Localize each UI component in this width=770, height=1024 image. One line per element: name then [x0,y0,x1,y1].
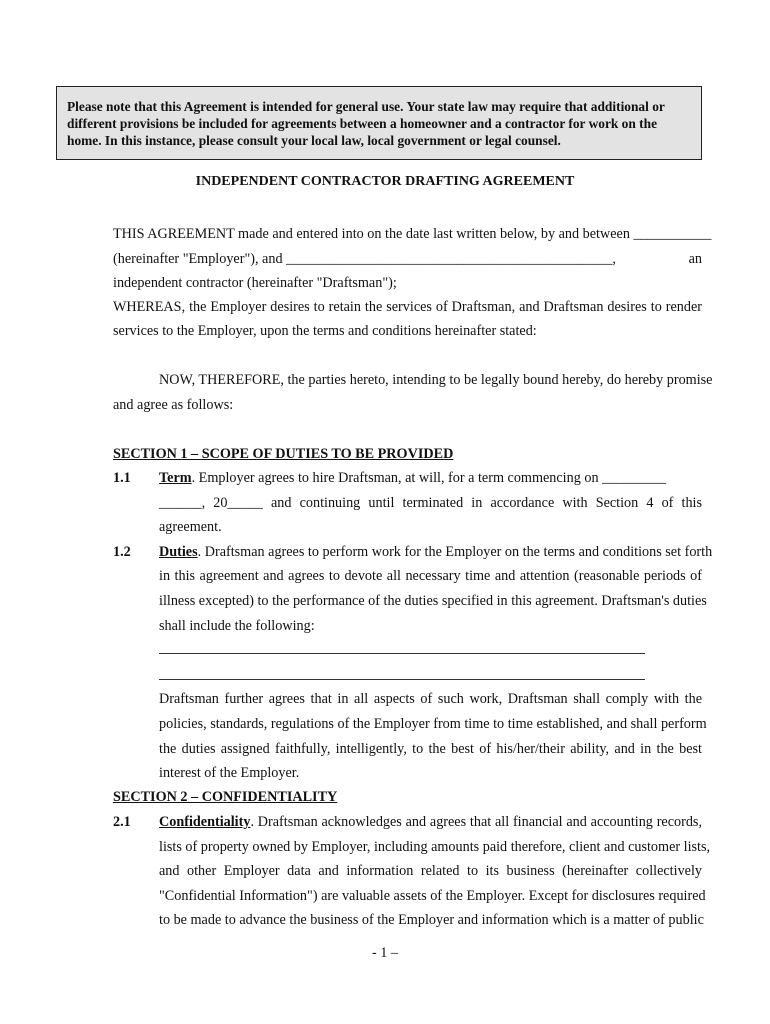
clause-text: . Draftsman agrees to perform work for the Employer on the terms and conditions set forth [197,544,713,560]
clause-text: . Draftsman acknowledges and agrees that all financial and accounting records, [250,814,702,830]
clause-2-1-line: and other Employer data and information related to its business (hereinafter collectively [159,863,702,879]
intro-line [113,250,702,268]
clause-1-2-line [159,543,713,561]
now-therefore-line: and agree as follows: [113,397,234,413]
whereas-line: WHEREAS, the Employer desires to retain the services of Draftsman, and Draftsman desires to render [113,299,702,315]
clause-2-1-line: lists of property owned by Employer, including amounts paid therefore, client and customer lists, [159,839,711,855]
clause-number: 1.1 [113,470,131,486]
page-number: - 1 – [371,945,398,961]
clause-2-1-line: "Confidential Information") are valuable assets of the Employer. Except for disclosures required [159,888,706,904]
clause-1-2-line: in this agreement and agrees to devote all necessary time and attention (reasonable periods of [159,568,702,584]
now-therefore-line: NOW, THEREFORE, the parties hereto, intending to be legally bound hereby, do hereby promise [159,372,713,388]
clause-1-2-line: interest of the Employer. [159,765,300,781]
notice-line: Please note that this Agreement is intended for general use. Your state law may require that additional or [67,99,665,114]
intro-line: independent contractor (hereinafter "Draftsman"); [113,275,397,291]
notice-line: different provisions be included for agreements between a homeowner and a contractor for work on the [67,116,658,131]
section-2-heading: SECTION 2 – CONFIDENTIALITY [113,789,338,805]
clause-1-2-line: Draftsman further agrees that in all aspects of such work, Draftsman shall comply with the [159,691,702,707]
clause-term: Term [159,470,192,486]
intro-line-text: (hereinafter "Employer"), and ______________________________________________, [113,251,616,267]
clause-1-1-line: ______, 20_____ and continuing until terminated in accordance with Section 4 of this [159,495,702,511]
clause-1-2-line: policies, standards, regulations of the Employer from time to time established, and shall perform [159,716,707,732]
general-use-notice-box [56,86,702,160]
clause-text: . Employer agrees to hire Draftsman, at will, for a term commencing on _________ [191,470,666,486]
clause-1-2-line: the duties assigned faithfully, intelligently, to the best of his/her/their ability, and in the best [159,741,702,757]
clause-1-2-line: shall include the following: [159,618,315,634]
notice-line: home. In this instance, please consult your local law, local government or legal counsel. [67,133,561,148]
clause-1-2-line: illness excepted) to the performance of the duties specified in this agreement. Draftsman's duties [159,593,707,609]
clause-number: 1.2 [113,544,131,560]
clause-number: 2.1 [113,814,131,830]
section-1-heading: SECTION 1 – SCOPE OF DUTIES TO BE PROVIDED [113,446,454,462]
intro-line-end: an [688,251,702,267]
clause-2-1-line [159,813,702,831]
duties-blank-line [159,653,645,654]
clause-2-1-line: to be made to advance the business of the Employer and information which is a matter of public [159,912,704,928]
clause-term: Duties [159,544,198,560]
whereas-line: services to the Employer, upon the terms and conditions hereinafter stated: [113,323,537,339]
document-title: INDEPENDENT CONTRACTOR DRAFTING AGREEMENT [195,174,575,189]
intro-line: THIS AGREEMENT made and entered into on the date last written below, by and between ___________ [113,226,712,242]
clause-1-1-line [159,469,702,487]
duties-blank-line [159,679,645,680]
clause-1-1-line: agreement. [159,519,222,535]
clause-term: Confidentiality [159,814,251,830]
